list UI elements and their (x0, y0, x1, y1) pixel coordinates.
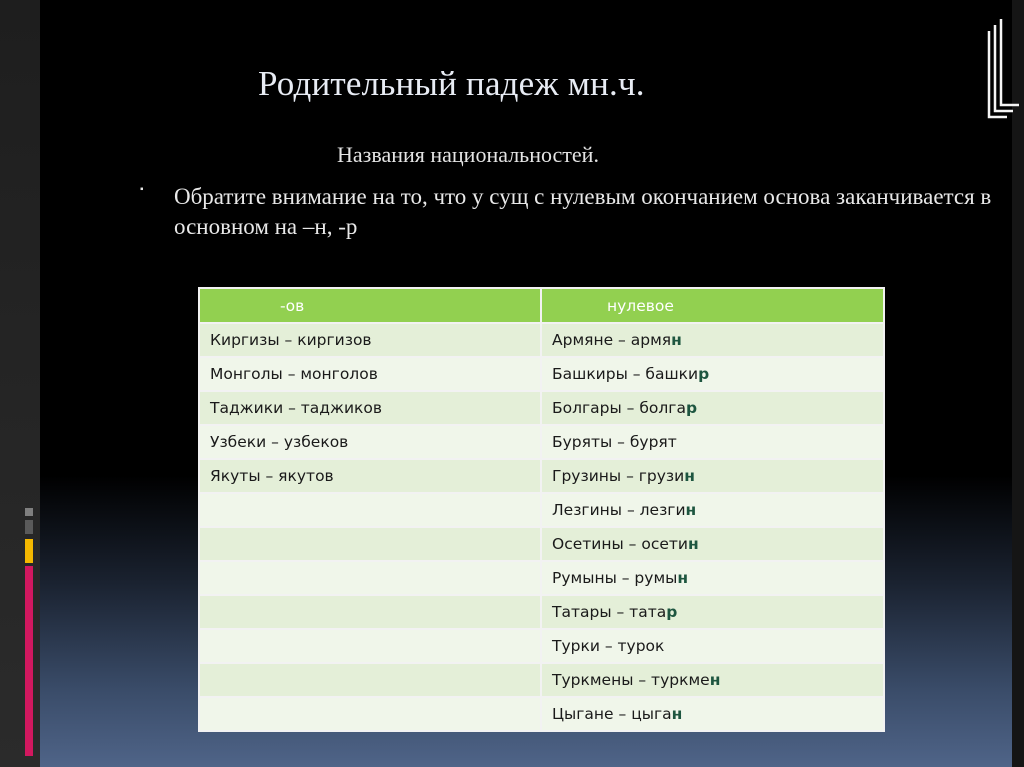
cell-zero (541, 663, 884, 697)
word-base: Татары – тата (552, 603, 667, 621)
left-margin-band (0, 0, 40, 767)
table-row (199, 561, 884, 595)
cell-ov (199, 595, 541, 629)
cell-ov (199, 697, 541, 731)
table-row (199, 493, 884, 527)
stem-ending: н (685, 501, 697, 519)
stem-ending: р (666, 603, 678, 621)
word-base: Армяне – армя (552, 331, 672, 349)
word-base: Туркмены – туркме (552, 671, 710, 689)
stem-ending: н (687, 535, 699, 553)
cell-ov (199, 561, 541, 595)
table-row (199, 527, 884, 561)
nationalities-table (198, 287, 885, 732)
table-row (199, 697, 884, 731)
cell-ov: Таджики – таджиков (199, 391, 541, 425)
cell-ov: Киргизы – киргизов (199, 323, 541, 357)
cell-ov (199, 527, 541, 561)
cell-zero (541, 527, 884, 561)
table-row (199, 663, 884, 697)
deco-bar-grey (25, 508, 33, 516)
cell-zero (541, 323, 884, 357)
cell-zero (541, 629, 884, 663)
cell-zero (541, 459, 884, 493)
stem-ending: р (685, 399, 698, 417)
cell-ov: Монголы – монголов (199, 357, 541, 391)
stem-ending: н (709, 671, 721, 689)
cell-zero (541, 697, 884, 731)
table-row (199, 629, 884, 663)
stem-ending: н (671, 331, 682, 349)
word-base: Осетины – осети (552, 535, 688, 553)
cell-ov: Якуты – якутов (199, 459, 541, 493)
deco-bar-pink (25, 566, 33, 756)
word-base: Цыгане – цыга (552, 705, 672, 723)
deco-bar-slate (25, 520, 33, 534)
stem-ending: н (677, 569, 689, 587)
deco-bar-yellow (25, 539, 33, 563)
cell-zero (541, 561, 884, 595)
stem-ending: н (671, 705, 683, 723)
table-row (199, 357, 884, 391)
word-base: Турки – турок (552, 637, 665, 655)
word-base: Болгары – болга (552, 399, 686, 417)
cell-ov (199, 629, 541, 663)
cell-ov (199, 663, 541, 697)
stem-ending: н (684, 467, 695, 485)
table-row (199, 595, 884, 629)
cell-ov (199, 493, 541, 527)
cell-zero (541, 595, 884, 629)
cell-zero (541, 493, 884, 527)
cell-zero (541, 425, 884, 459)
word-base: Буряты – бурят (552, 433, 677, 451)
column-header-ov: -ов (199, 288, 541, 323)
cell-zero (541, 391, 884, 425)
bullet-marker-icon: ▪ (140, 184, 144, 195)
table-row (199, 425, 884, 459)
cell-zero (541, 357, 884, 391)
slide-title: Родительный падеж мн.ч. (258, 64, 645, 103)
word-base: Румыны – румы (552, 569, 678, 587)
stem-ending: р (698, 365, 710, 383)
table-row (199, 323, 884, 357)
column-header-zero: нулевое (541, 288, 884, 323)
word-base: Башкиры – башки (552, 365, 699, 383)
slide-subtitle: Названия национальностей. (337, 142, 599, 167)
bullet-text: Обратите внимание на то, что у сущ с нулевым окончанием основа заканчивается в основном на –н, -р (174, 184, 992, 239)
cell-ov: Узбеки – узбеков (199, 425, 541, 459)
word-base: Лезгины – лезги (552, 501, 686, 519)
table-header-row (199, 288, 884, 323)
table-row (199, 459, 884, 493)
presentation-logo-icon (983, 13, 1021, 123)
table-row (199, 391, 884, 425)
word-base: Грузины – грузи (552, 467, 685, 485)
